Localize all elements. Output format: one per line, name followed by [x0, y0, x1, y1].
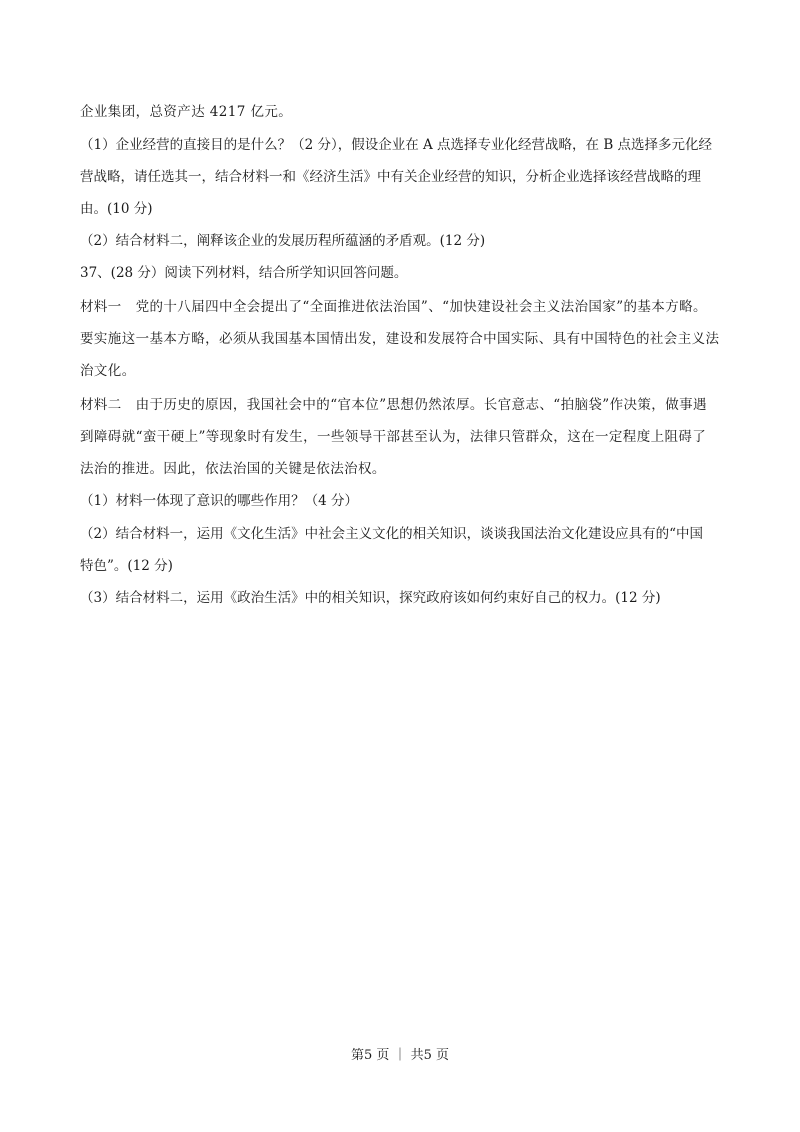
- material-1-line-3: 治文化。: [80, 363, 136, 379]
- material-1-line-2: 要实施这一基本方略，必须从我国基本国情出发，建设和发展符合中国实际、具有中国特色的社会主义法: [80, 331, 720, 347]
- question-37-1: （1）材料一体现了意识的哪些作用？（4 分）: [80, 493, 358, 509]
- question-37-3: （3）结合材料二，运用《政治生活》中的相关知识，探究政府该如何约束好自己的权力。(12 分): [80, 590, 661, 606]
- material-2-line-1: 材料二 由于历史的原因，我国社会中的“官本位”思想仍然浓厚。长官意志、“拍脑袋”作决策，做事遇: [80, 397, 707, 413]
- question-37-2-line-1: （2）结合材料一，运用《文化生活》中社会主义文化的相关知识，谈谈我国法治文化建设应具有的“中国: [80, 526, 703, 542]
- question-36-1-line-1: （1）企业经营的直接目的是什么？（2 分），假设企业在 A 点选择专业化经营战略，在 B 点选择多元化经: [80, 137, 713, 153]
- question-36-1-line-3: 由。(10 分): [80, 201, 153, 217]
- material-2-line-3: 法治的推进。因此，依法治国的关键是依法治权。: [80, 461, 386, 477]
- question-36-2: （2）结合材料二，阐释该企业的发展历程所蕴涵的矛盾观。(12 分): [80, 233, 486, 249]
- question-36-1-line-2: 营战略，请任选其一，结合材料一和《经济生活》中有关企业经营的知识，分析企业选择该经营战略的理: [80, 169, 701, 185]
- material-2-line-2: 到障碍就“蛮干硬上”等现象时有发生，一些领导干部甚至认为，法律只管群众，这在一定程度上阻碍了: [80, 429, 707, 445]
- material-continuation-text: 企业集团，总资产达 4217 亿元。: [80, 104, 293, 120]
- question-37-2-line-2: 特色”。(12 分): [80, 558, 173, 574]
- question-37-header: 37、(28 分）阅读下列材料，结合所学知识回答问题。: [80, 265, 408, 281]
- material-1-line-1: 材料一 党的十八届四中全会提出了“全面推进依法治国”、“加快建设社会主义法治国家”的基本方略。: [80, 299, 707, 315]
- page-number-footer: 第5 页 ｜ 共5 页: [350, 1048, 450, 1063]
